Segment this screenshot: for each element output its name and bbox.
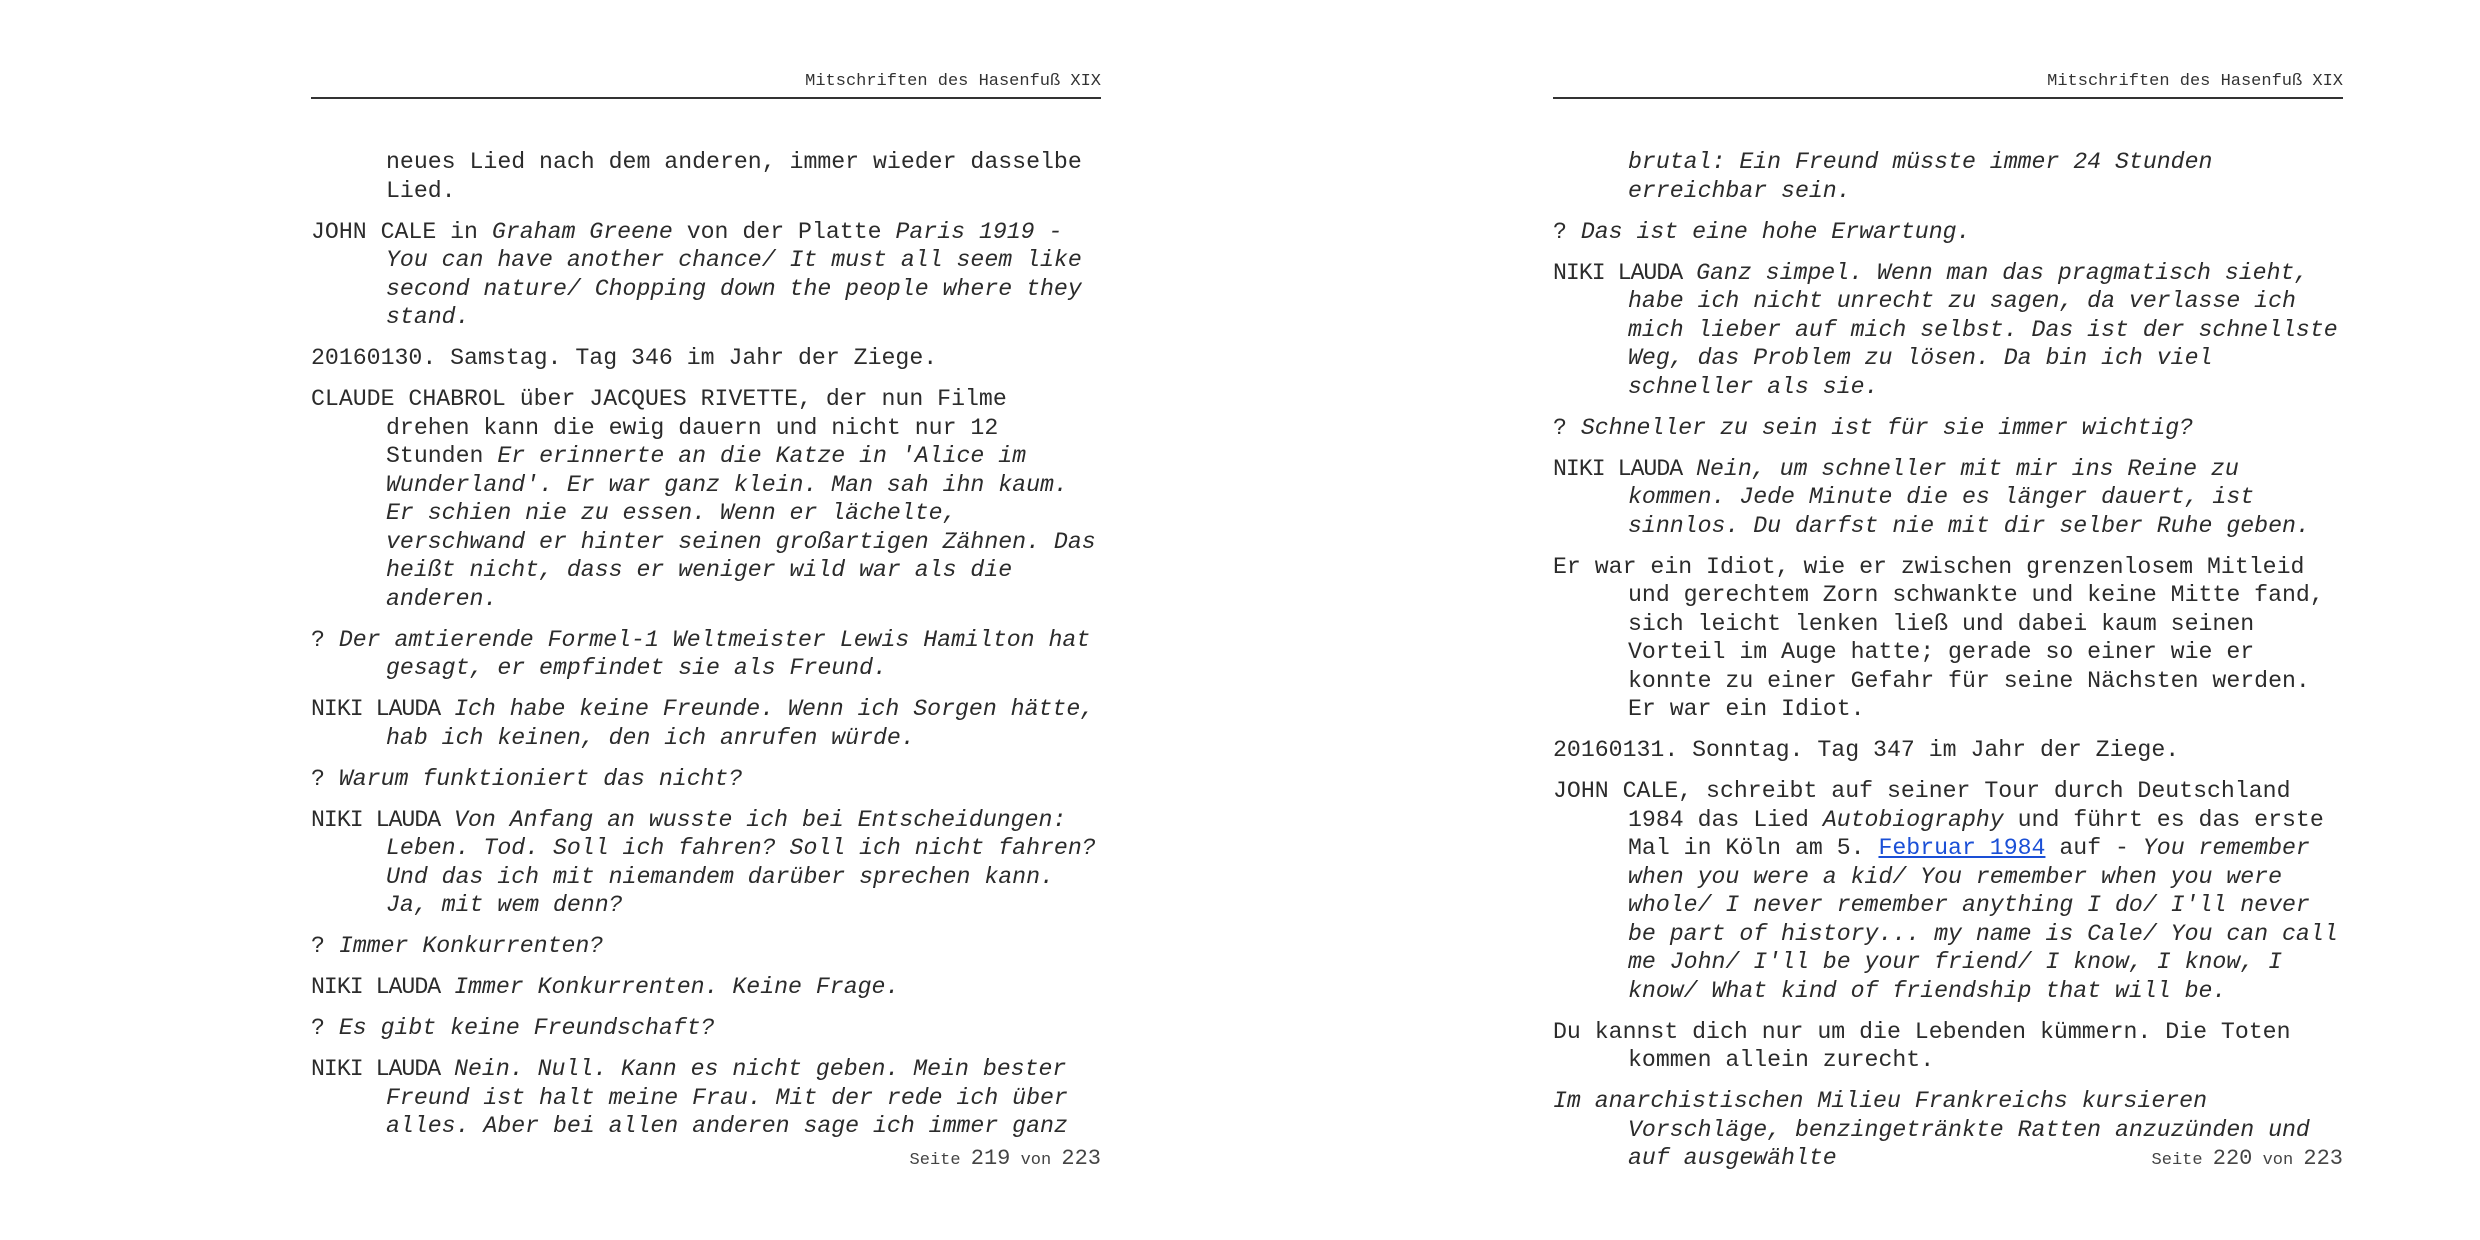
page-body — [1553, 148, 2343, 1185]
quote-text: Paris 1919 - You can have another chance/ It must all seem like second nature/ Chopping down the people where they stand. — [386, 218, 1082, 330]
answer-paragraph — [1553, 455, 2343, 541]
question-text: Der amtierende Formel-1 Weltmeister Lewis Hamilton hat gesagt, er empfindet sie als Freund. — [338, 626, 1091, 681]
paragraph-continuation — [1553, 148, 2343, 205]
page-number-footer — [910, 1146, 1101, 1171]
answer-text: Ich habe keine Freunde. Wenn ich Sorgen hätte, hab ich keinen, den ich anrufen würde. — [386, 696, 1095, 751]
question-marker: ? — [311, 1015, 339, 1041]
answer-text: brutal: Ein Freund müsste immer 24 Stunden erreichbar sein. — [1628, 149, 2213, 204]
page-of-label: von — [1020, 1151, 1052, 1170]
question-paragraph — [311, 765, 1101, 794]
answer-paragraph — [1553, 259, 2343, 402]
paragraph-text: neues Lied nach dem anderen, immer wieder dasselbe Lied. — [386, 149, 1082, 204]
date-text: 20160131. Sonntag. Tag 347 im Jahr der Ziege. — [1553, 737, 2180, 763]
page-number: 219 — [970, 1146, 1011, 1171]
question-paragraph — [1553, 218, 2343, 247]
paragraph-idiot — [1553, 553, 2343, 724]
header-rule — [1553, 97, 2343, 99]
date-entry — [1553, 736, 2343, 765]
question-paragraph — [311, 932, 1101, 961]
question-text: Immer Konkurrenten? — [338, 933, 604, 959]
paragraph-john-cale-graham-greene — [311, 218, 1101, 332]
header-rule — [311, 97, 1101, 99]
question-text: Es gibt keine Freundschaft? — [338, 1015, 715, 1041]
running-head: Mitschriften des Hasenfuß XIX — [2047, 72, 2343, 91]
date-link[interactable]: Februar 1984 — [1878, 835, 2046, 861]
question-marker: ? — [311, 626, 339, 653]
running-head: Mitschriften des Hasenfuß XIX — [805, 72, 1101, 91]
answer-paragraph — [311, 1055, 1101, 1141]
speaker-name: NIKI LAUDA — [1553, 455, 1683, 482]
question-marker: ? — [311, 933, 339, 959]
song-title: Graham Greene — [491, 218, 673, 245]
page-number: 220 — [2212, 1146, 2253, 1171]
paragraph-text: JOHN CALE, schreibt auf seiner Tour durch Deutschland 1984 das Lied — [1553, 778, 2291, 833]
page-of-label: von — [2262, 1151, 2294, 1170]
speaker-name: NIKI LAUDA — [311, 974, 441, 1000]
question-marker: ? — [1553, 414, 1581, 441]
page-label: Seite — [909, 1151, 961, 1170]
speaker-name: NIKI LAUDA — [311, 806, 441, 833]
answer-text: Ganz simpel. Wenn man das pragmatisch sieht, habe ich nicht unrecht zu sagen, da verlasse ich mich lieber auf mich selbst. Das ist der schnellste Weg, das Problem zu lösen. Da bin ich viel schneller als sie. — [1628, 259, 2338, 400]
quote-text: Im anarchistischen Milieu Frankreichs kursieren Vorschläge, benzingetränkte Ratten anzuzünden und auf ausgewählte — [1553, 1088, 2310, 1171]
paragraph-text: Er war ein Idiot, wie er zwischen grenzenlosem Mitleid und gerechtem Zorn schwankte und keine Mitte fand, sich leicht lenken ließ und dabei kaum seinen Vorteil im Auge hatte; gerade so einer wie er konnte zu einer Gefahr für seine Nächsten werden. Er war ein Idiot. — [1553, 553, 2324, 722]
paragraph-text: auf - — [2045, 835, 2143, 861]
paragraph-lebenden — [1553, 1018, 2343, 1075]
question-text: Das ist eine hohe Erwartung. — [1580, 218, 1971, 245]
question-marker: ? — [1553, 218, 1581, 245]
paragraph-text: CLAUDE CHABROL über JACQUES RIVETTE, der nun Filme drehen kann die ewig dauern und nicht nur 12 Stunden — [311, 386, 1007, 469]
question-text: Warum funktioniert das nicht? — [338, 765, 743, 792]
paragraph-text: Du kannst dich nur um die Lebenden kümmern. Die Toten kommen allein zurecht. — [1553, 1018, 2291, 1073]
page-body — [311, 148, 1101, 1153]
paragraph-text: JOHN CALE in — [311, 218, 492, 245]
song-title: Autobiography — [1822, 806, 2004, 833]
page-left — [311, 0, 1101, 1240]
speaker-name: NIKI LAUDA — [311, 696, 441, 722]
page-total: 223 — [2303, 1146, 2343, 1171]
answer-text: Nein. Null. Kann es nicht geben. Mein bester Freund ist halt meine Frau. Mit der rede ich über alles. Aber bei allen anderen sage ich immer ganz — [386, 1056, 1068, 1139]
paragraph-continuation — [311, 148, 1101, 205]
question-paragraph — [311, 1014, 1101, 1043]
page-total: 223 — [1061, 1146, 1101, 1171]
speaker-name: NIKI LAUDA — [1553, 259, 1683, 286]
answer-text: Nein, um schneller mit mir ins Reine zu kommen. Jede Minute die es länger dauert, ist sinnlos. Du darfst nie mit dir selber Ruhe geben. — [1628, 455, 2310, 539]
question-paragraph — [1553, 414, 2343, 443]
paragraph-chabrol-rivette — [311, 385, 1101, 613]
paragraph-text: und führt es das erste Mal in Köln am 5. — [1628, 806, 2324, 861]
date-entry — [311, 344, 1101, 373]
speaker-name: NIKI LAUDA — [311, 1056, 441, 1082]
answer-paragraph — [311, 695, 1101, 752]
paragraph-text: von der Platte — [672, 218, 896, 245]
page-number-footer — [2152, 1146, 2343, 1171]
answer-paragraph — [311, 806, 1101, 920]
question-text: Schneller zu sein ist für sie immer wichtig? — [1580, 414, 2194, 441]
page-label: Seite — [2151, 1151, 2203, 1170]
answer-text: Von Anfang an wusste ich bei Entscheidungen: Leben. Tod. Soll ich fahren? Soll ich nicht fahren? Und das ich mit niemandem darüber sprechen kann. Ja, mit wem denn? — [386, 806, 1096, 918]
page-right — [1553, 0, 2343, 1240]
quote-text: You remember when you were a kid/ You remember when you were whole/ I never remember anything I do/ I'll never be part of history... my name is Cale/ You can call me John/ I'll be your friend/ I know, I know, I know/ What kind of friendship that will be. — [1628, 835, 2338, 1004]
question-marker: ? — [311, 765, 339, 792]
date-text: 20160130. Samstag. Tag 346 im Jahr der Ziege. — [311, 345, 938, 371]
paragraph-john-cale-autobiography — [1553, 777, 2343, 1005]
quote-text: Er erinnerte an die Katze in 'Alice im Wunderland'. Er war ganz klein. Man sah ihn kaum. Er schien nie zu essen. Wenn er lächelte, verschwand er hinter seinen großartigen Zähnen. Das heißt nicht, dass er weniger wild war als die anderen. — [386, 443, 1096, 612]
answer-paragraph — [311, 973, 1101, 1002]
answer-text: Immer Konkurrenten. Keine Frage. — [454, 974, 900, 1000]
question-paragraph — [311, 626, 1101, 683]
